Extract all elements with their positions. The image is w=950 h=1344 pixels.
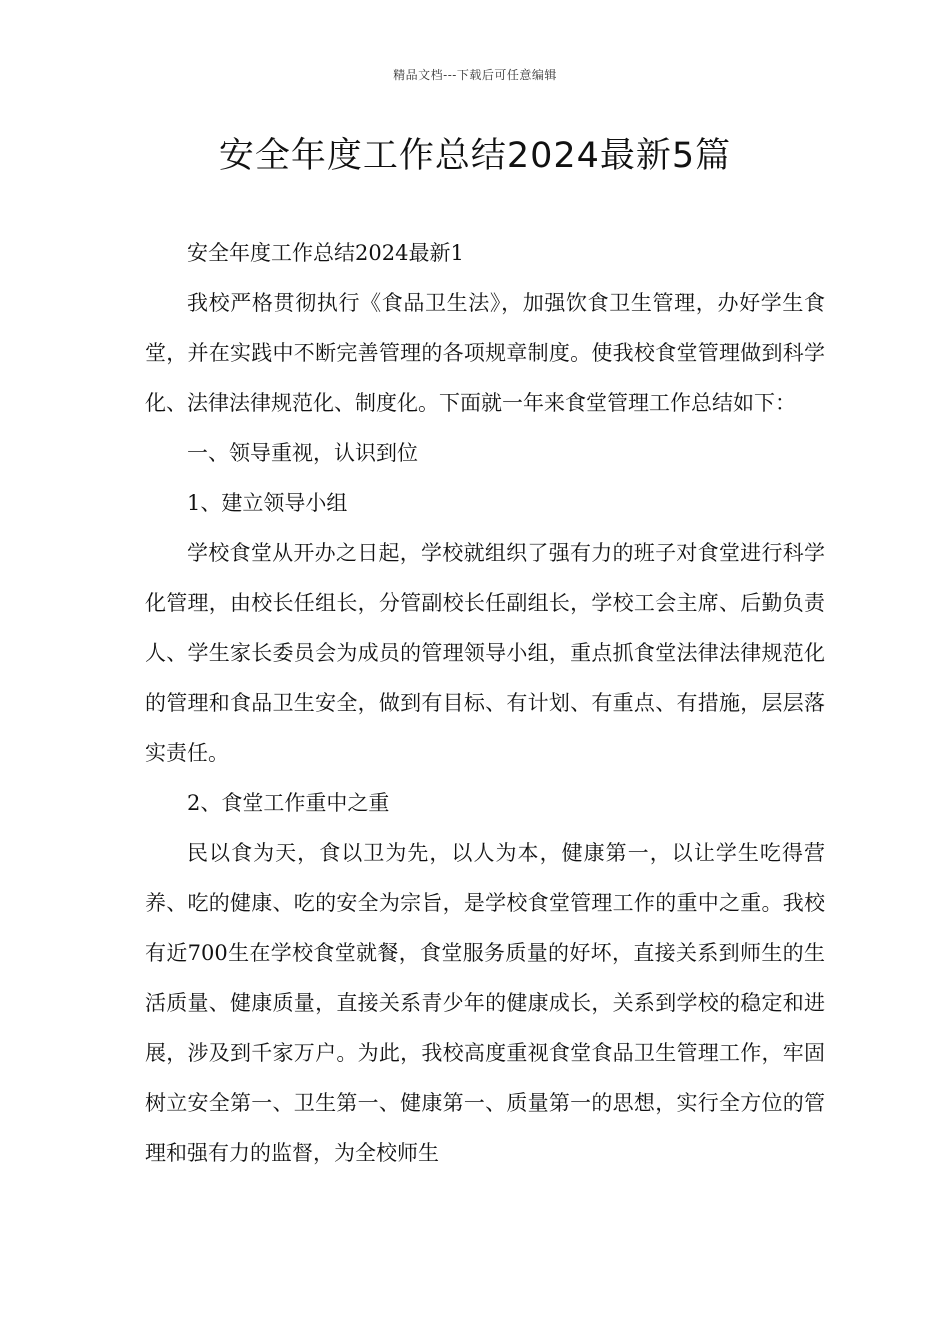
- paragraph: 民以食为天，食以卫为先，以人为本，健康第一，以让学生吃得营养、吃的健康、吃的安全为宗旨，是学校食堂管理工作的重中之重。我校有近700生在学校食堂就餐，食堂服务质量的好坏，直接关系到师生的生活质量、健康质量，直接关系青少年的健康成长，关系到学校的稳定和进展，涉及到千家万户。为此，我校高度重视食堂食品卫生管理工作，牢固树立安全第一、卫生第一、健康第一、质量第一的思想，实行全方位的管理和强有力的监督，为全校师生: [145, 841, 825, 1165]
- subsection-heading: 2、食堂工作重中之重: [187, 791, 390, 815]
- header-note: 精品文档---下载后可任意编辑: [393, 68, 557, 82]
- document-body: [145, 228, 825, 1178]
- subsection-heading: 1、建立领导小组: [187, 491, 348, 515]
- paragraph: 学校食堂从开办之日起，学校就组织了强有力的班子对食堂进行科学化管理，由校长任组长，分管副校长任副组长，学校工会主席、后勤负责人、学生家长委员会为成员的管理领导小组，重点抓食堂法律法律规范化的管理和食品卫生安全，做到有目标、有计划、有重点、有措施，层层落实责任。: [145, 541, 825, 765]
- section-heading: 安全年度工作总结2024最新1: [187, 241, 464, 265]
- paragraph: 我校严格贯彻执行《食品卫生法》，加强饮食卫生管理，办好学生食堂，并在实践中不断完善管理的各项规章制度。使我校食堂管理做到科学化、法律法律规范化、制度化。下面就一年来食堂管理工作总结如下：: [145, 291, 825, 415]
- section-heading: 一、领导重视，认识到位: [187, 441, 418, 465]
- document-title: 安全年度工作总结2024最新5篇: [218, 136, 732, 176]
